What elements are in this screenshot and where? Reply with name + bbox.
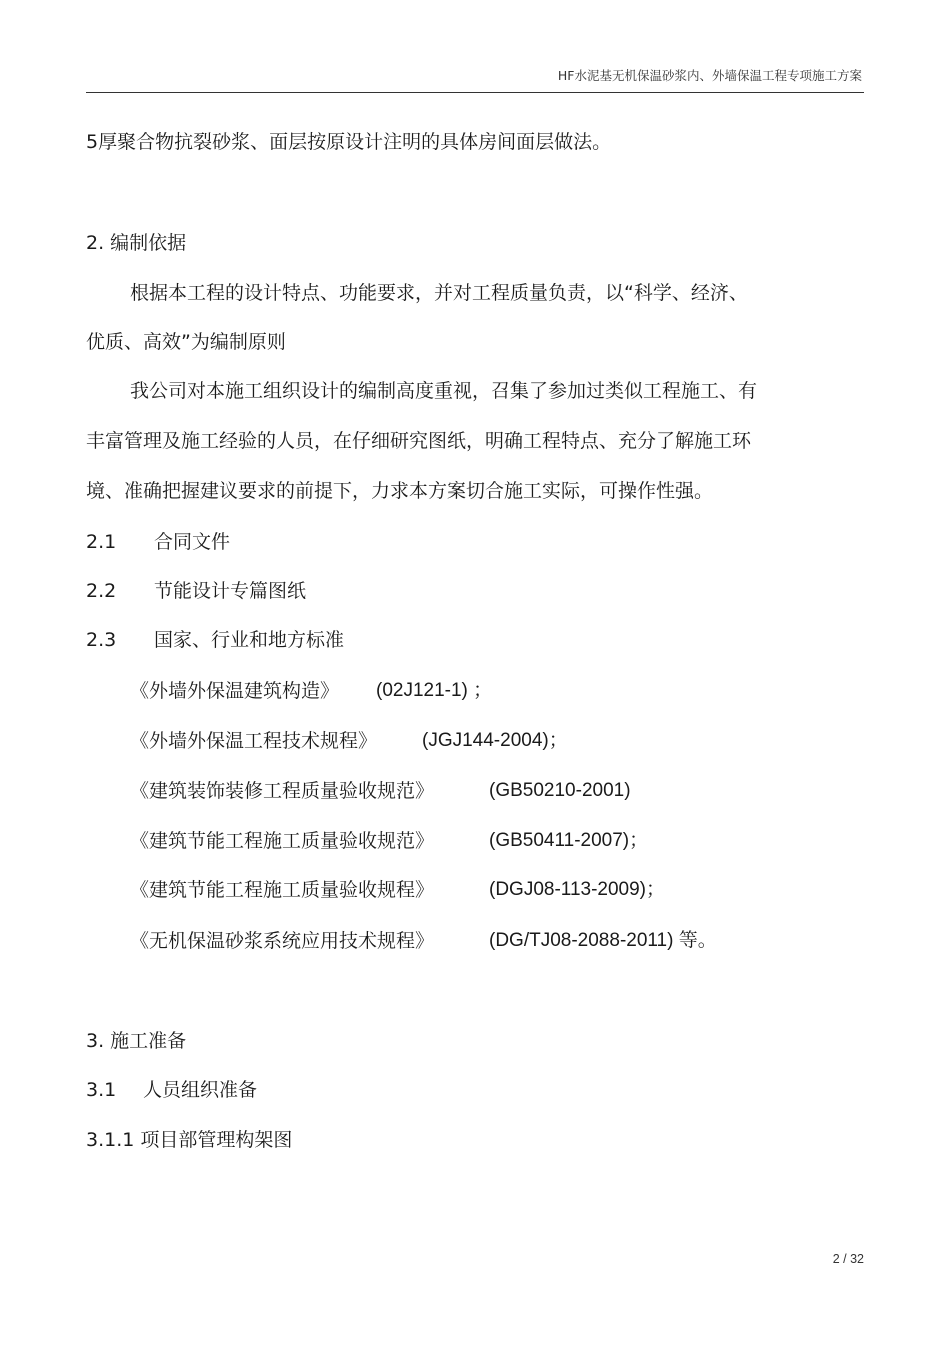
standard-item: [130, 778, 780, 804]
standard-name: 《外墙外保温建筑构造》: [130, 680, 340, 702]
section-number: 3.1: [86, 1079, 117, 1101]
header-title: HF水泥基无机保温砂浆内、外墙保温工程专项施工方案: [557, 68, 862, 83]
section-title: 国家、行业和地方标准: [154, 629, 345, 651]
section-heading: 2. 编制依据: [86, 232, 187, 254]
subsection-2-2: [86, 578, 306, 604]
standard-code: (02J121-1) ；: [376, 680, 493, 701]
section-number: 2.3: [86, 629, 117, 651]
standard-name: 《建筑装饰装修工程质量验收规范》: [130, 780, 435, 802]
standard-item: [130, 678, 730, 704]
paragraph-line: 优质、高效”为编制原则: [86, 331, 286, 353]
section-number: 2.2: [86, 580, 117, 602]
standard-code: (GB50210-2001): [489, 780, 631, 801]
standard-code: (GB50411-2007)；: [489, 830, 649, 851]
standard-code: (JGJ144-2004)；: [422, 730, 568, 751]
paragraph-line: 5厚聚合物抗裂砂浆、面层按原设计注明的具体房间面层做法。: [86, 131, 612, 153]
standard-name: 《外墙外保温工程技术规程》: [130, 730, 378, 752]
paragraph-line: 境、准确把握建议要求的前提下，力求本方案切合施工实际，可操作性强。: [86, 480, 714, 502]
standard-item: [130, 877, 780, 903]
subsection-3-1: [86, 1077, 257, 1103]
section-title: 人员组织准备: [143, 1079, 258, 1101]
page-number: 2 / 32: [832, 1252, 864, 1266]
standard-name: 《建筑节能工程施工质量验收规范》: [130, 830, 435, 852]
paragraph-line: 我公司对本施工组织设计的编制高度重视，召集了参加过类似工程施工、有: [130, 380, 758, 402]
subsection-3-1-1: 3.1.1 项目部管理构架图: [86, 1129, 293, 1151]
section-number: 2.1: [86, 531, 117, 553]
subsection-2-1: [86, 529, 230, 555]
paragraph-line: 根据本工程的设计特点、功能要求，并对工程质量负责，以“科学、经济、: [130, 282, 748, 304]
standard-name: 《建筑节能工程施工质量验收规程》: [130, 879, 435, 901]
subsection-2-3: [86, 627, 344, 653]
section-title: 合同文件: [154, 531, 231, 553]
standard-code: (DGJ08-113-2009)；: [489, 879, 666, 900]
page-header: [86, 64, 864, 93]
standard-item: [130, 828, 780, 854]
paragraph-line: 丰富管理及施工经验的人员，在仔细研究图纸，明确工程特点、充分了解施工环: [86, 430, 752, 452]
standard-code: (DG/TJ08-2088-2011) 等。: [489, 930, 717, 951]
standard-name: 《无机保温砂浆系统应用技术规程》: [130, 930, 435, 952]
standard-item: [130, 728, 730, 754]
standard-item: [130, 928, 830, 954]
section-title: 节能设计专篇图纸: [154, 580, 307, 602]
section-heading: 3. 施工准备: [86, 1030, 187, 1052]
